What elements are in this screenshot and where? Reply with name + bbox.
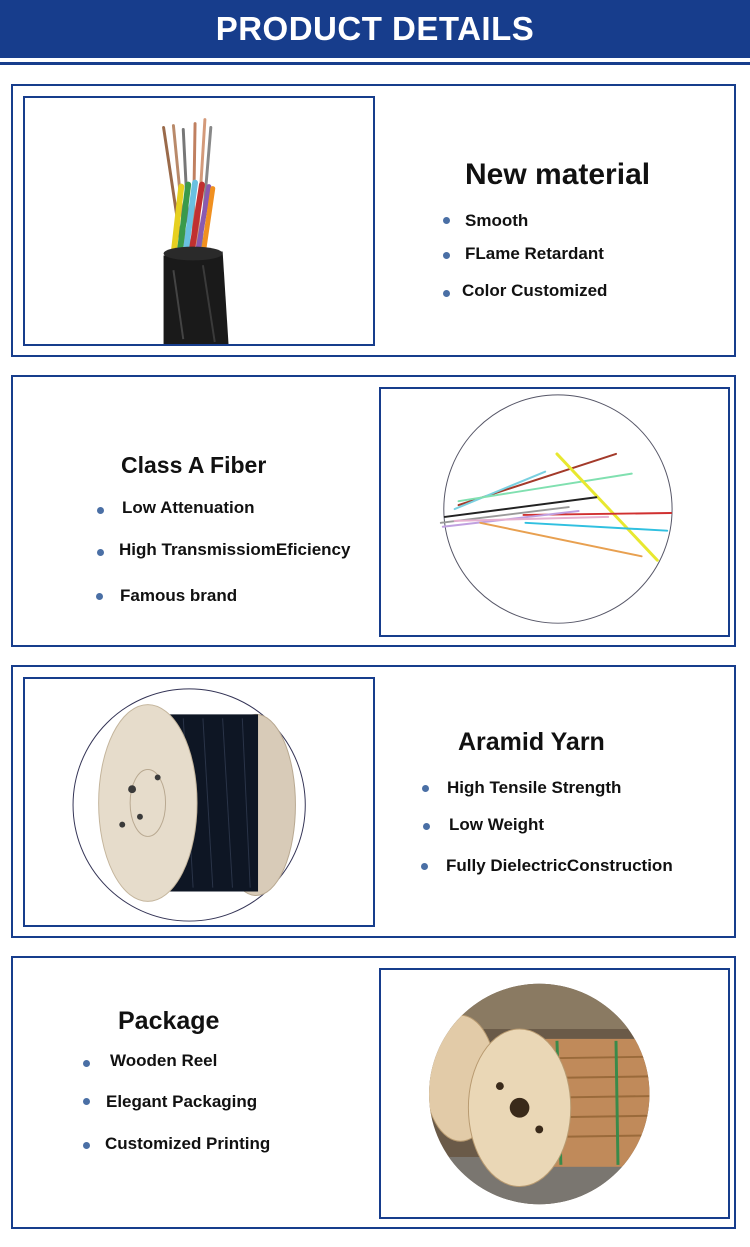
feature-item: Wooden Reel	[110, 1051, 218, 1070]
feature-item: High Tensile Strength	[447, 778, 622, 797]
header-divider	[0, 62, 750, 65]
colored-fibers-image	[379, 387, 730, 637]
bullet-icon	[423, 823, 430, 830]
fiber-strands-icon	[381, 389, 728, 635]
section-heading: Aramid Yarn	[458, 728, 605, 756]
feature-item: Elegant Packaging	[106, 1092, 258, 1111]
bullet-icon	[97, 507, 104, 514]
feature-item: Low Weight	[449, 815, 545, 834]
section-class-a-fiber	[11, 375, 736, 647]
bullet-icon	[421, 863, 428, 870]
bullet-icon	[96, 593, 103, 600]
wooden-reels-icon	[381, 970, 728, 1217]
feature-item: Color Customized	[462, 281, 608, 300]
section-package	[11, 956, 736, 1229]
section-heading: New material	[465, 158, 651, 191]
feature-item: Smooth	[465, 211, 529, 230]
section-new-material	[11, 84, 736, 357]
page-header	[0, 0, 750, 58]
feature-item: Customized Printing	[105, 1134, 271, 1153]
new-material-text	[13, 86, 738, 359]
feature-item: High TransmissiomEficiency	[119, 540, 351, 559]
bullet-icon	[83, 1142, 90, 1149]
section-heading: Package	[118, 1007, 220, 1035]
section-heading: Class A Fiber	[121, 452, 267, 478]
feature-item: Low Attenuation	[122, 498, 255, 517]
page-title: PRODUCT DETAILS	[215, 10, 535, 47]
bullet-icon	[83, 1098, 90, 1105]
bullet-icon	[443, 252, 450, 259]
bullet-icon	[83, 1060, 90, 1067]
aramid-yarn-text	[13, 667, 738, 940]
wooden-reels-image	[379, 968, 730, 1219]
bullet-icon	[443, 290, 450, 297]
feature-item: FLame Retardant	[465, 244, 604, 263]
bullet-icon	[97, 549, 104, 556]
feature-item: Famous brand	[120, 586, 238, 605]
section-aramid-yarn	[11, 665, 736, 938]
bullet-icon	[422, 785, 429, 792]
bullet-icon	[443, 217, 450, 224]
feature-item: Fully DielectricConstruction	[446, 856, 673, 875]
